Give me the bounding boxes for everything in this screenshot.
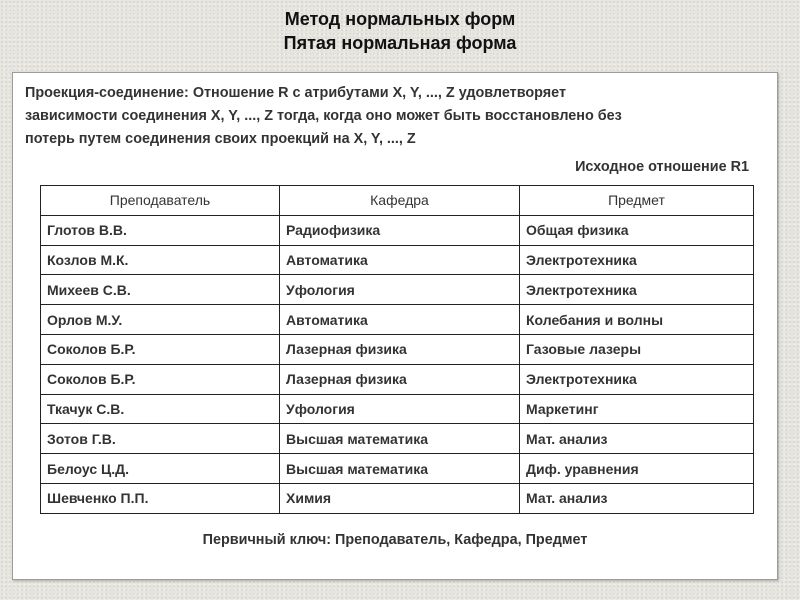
cell-teacher: Козлов М.К. xyxy=(41,245,280,275)
cell-department: Уфология xyxy=(280,275,520,305)
table-row xyxy=(41,305,754,335)
cell-teacher: Михеев С.В. xyxy=(41,275,280,305)
cell-department: Радиофизика xyxy=(280,215,520,245)
cell-teacher: Глотов В.В. xyxy=(41,215,280,245)
definition-line-3: потерь путем соединения своих проекций на X, Y, ..., Z xyxy=(25,131,416,147)
cell-subject: Электротехника xyxy=(520,245,754,275)
cell-subject: Мат. анализ xyxy=(520,424,754,454)
cell-department: Химия xyxy=(280,483,520,513)
cell-teacher: Орлов М.У. xyxy=(41,305,280,335)
relation-table xyxy=(40,185,754,514)
cell-department: Высшая математика xyxy=(280,424,520,454)
cell-subject: Электротехника xyxy=(520,275,754,305)
table-row xyxy=(41,424,754,454)
cell-department: Высшая математика xyxy=(280,454,520,484)
definition-text xyxy=(25,82,770,151)
title-line-1: Метод нормальных форм xyxy=(284,9,516,29)
cell-subject: Маркетинг xyxy=(520,394,754,424)
cell-teacher: Зотов Г.В. xyxy=(41,424,280,454)
table-header-row xyxy=(41,186,754,216)
primary-key-note: Первичный ключ: Преподаватель, Кафедра, Предмет xyxy=(202,532,588,548)
cell-subject: Диф. уравнения xyxy=(520,454,754,484)
table-row xyxy=(41,334,754,364)
column-header-teacher: Преподаватель xyxy=(41,186,280,216)
column-header-subject: Предмет xyxy=(520,186,754,216)
cell-teacher: Белоус Ц.Д. xyxy=(41,454,280,484)
cell-teacher: Соколов Б.Р. xyxy=(41,334,280,364)
column-header-department: Кафедра xyxy=(280,186,520,216)
cell-teacher: Шевченко П.П. xyxy=(41,483,280,513)
cell-subject: Общая физика xyxy=(520,215,754,245)
cell-department: Автоматика xyxy=(280,305,520,335)
slide-title xyxy=(0,7,800,55)
table-row xyxy=(41,454,754,484)
content-panel xyxy=(12,72,778,580)
title-line-2: Пятая нормальная форма xyxy=(283,33,517,53)
cell-subject: Электротехника xyxy=(520,364,754,394)
table-row xyxy=(41,275,754,305)
table-caption: Исходное отношение R1 xyxy=(575,159,749,175)
cell-department: Автоматика xyxy=(280,245,520,275)
cell-subject: Газовые лазеры xyxy=(520,334,754,364)
cell-teacher: Соколов Б.Р. xyxy=(41,364,280,394)
definition-line-2: зависимости соединения X, Y, ..., Z тогда, когда оно может быть восстановлено без xyxy=(25,108,622,124)
cell-department: Лазерная физика xyxy=(280,334,520,364)
cell-subject: Мат. анализ xyxy=(520,483,754,513)
definition-line-1: Проекция-соединение: Отношение R с атрибутами X, Y, ..., Z удовлетворяет xyxy=(25,85,567,101)
table-row xyxy=(41,364,754,394)
table-row xyxy=(41,245,754,275)
table-body xyxy=(41,215,754,513)
cell-department: Уфология xyxy=(280,394,520,424)
cell-subject: Колебания и волны xyxy=(520,305,754,335)
table-row xyxy=(41,483,754,513)
cell-department: Лазерная физика xyxy=(280,364,520,394)
table-row xyxy=(41,394,754,424)
cell-teacher: Ткачук С.В. xyxy=(41,394,280,424)
table-row xyxy=(41,215,754,245)
